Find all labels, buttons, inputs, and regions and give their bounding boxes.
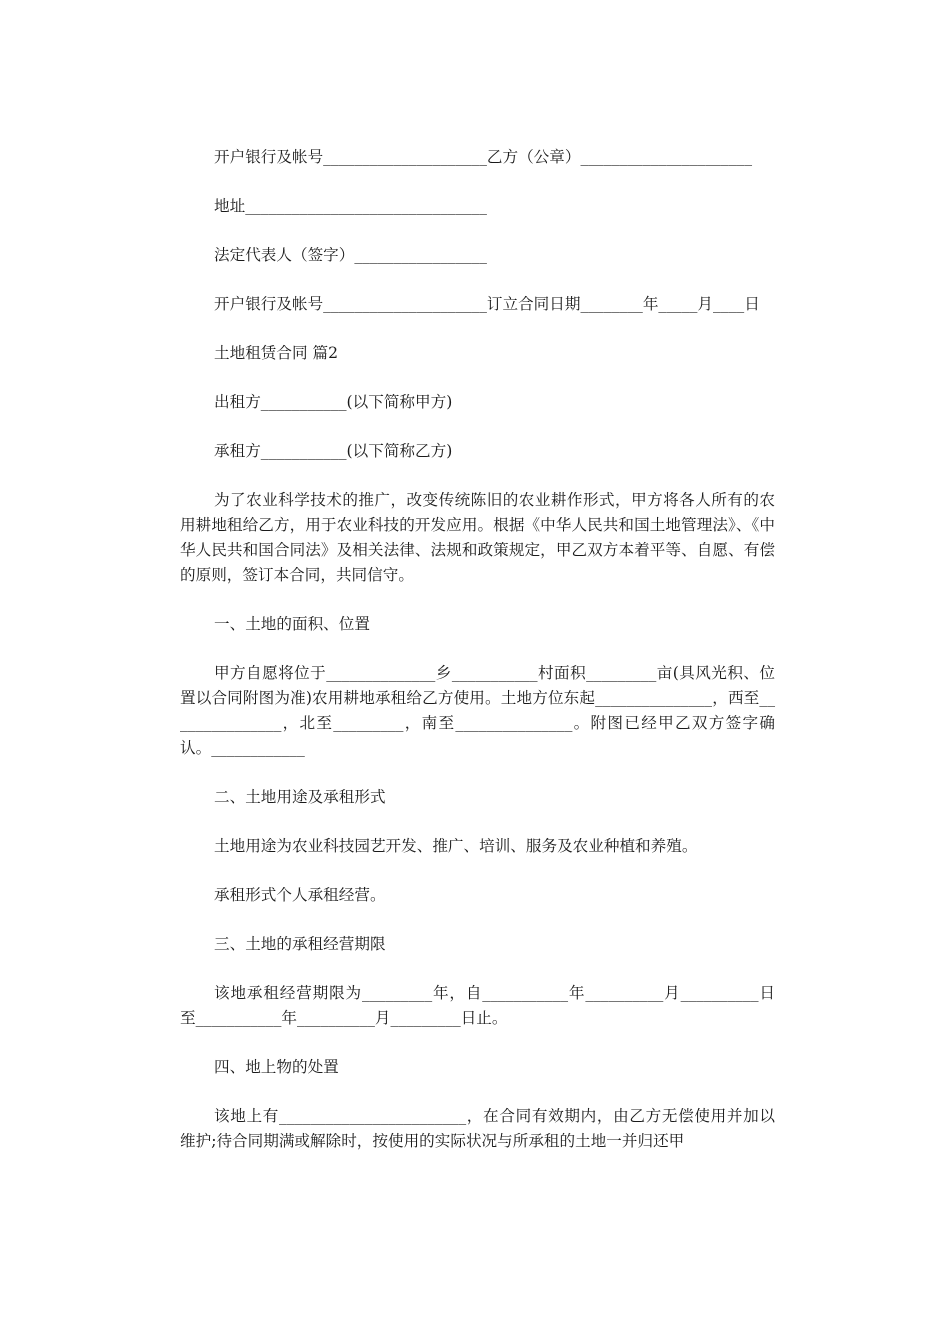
above-ground-property-paragraph: 该地上有________________________，在合同有效期内，由乙方无偿使用并加以维护;待合同期满或解除时，按使用的实际状况与所承租的土地一并归还甲: [180, 1107, 775, 1150]
address-line: 地址_______________________________: [214, 197, 487, 215]
contract-body: [180, 145, 775, 1178]
party-a-bank-account-line: 开户银行及帐号_____________________乙方（公章）______________________: [214, 148, 752, 166]
section-heading: 四、地上物的处置: [214, 1058, 339, 1076]
lease-form-paragraph: 承租形式个人承租经营。: [214, 886, 386, 904]
section-heading: 三、土地的承租经营期限: [214, 935, 386, 953]
contract-title: 土地租赁合同 篇2: [214, 344, 339, 362]
preamble-paragraph: 为了农业科学技术的推广，改变传统陈旧的农业耕作形式，甲方将各人所有的农用耕地租给乙方，用于农业科技的开发应用。根据《中华人民共和国土地管理法》、《中华人民共和国合同法》及相关法律、法规和政策规定，甲乙双方本着平等、自愿、有偿的原则，签订本合同，共同信守。: [180, 491, 775, 584]
lease-term-paragraph: 该地承租经营期限为_________年，自___________年__________月__________日至___________年__________月_________日止。: [180, 984, 775, 1027]
section-heading: 二、土地用途及承租形式: [214, 788, 386, 806]
section-heading: 一、土地的面积、位置: [214, 615, 370, 633]
legal-representative-line: 法定代表人（签字）_________________: [214, 246, 487, 264]
party-b-bank-account-line: 开户银行及帐号_____________________订立合同日期________年_____月____日: [214, 295, 760, 313]
land-use-paragraph: 土地用途为农业科技园艺开发、推广、培训、服务及农业种植和养殖。: [214, 837, 698, 855]
land-area-paragraph: 甲方自愿将位于______________乡___________村面积_________亩(具风光积、位置以合同附图为准)农用耕地承租给乙方使用。土地方位东起_______________，西至_______________，北至_________，南至_______________。附图已经甲乙双方签字确认。____________: [180, 664, 775, 757]
lessor-line: 出租方___________(以下简称甲方): [214, 393, 453, 411]
lessee-line: 承租方___________(以下简称乙方): [214, 442, 453, 460]
